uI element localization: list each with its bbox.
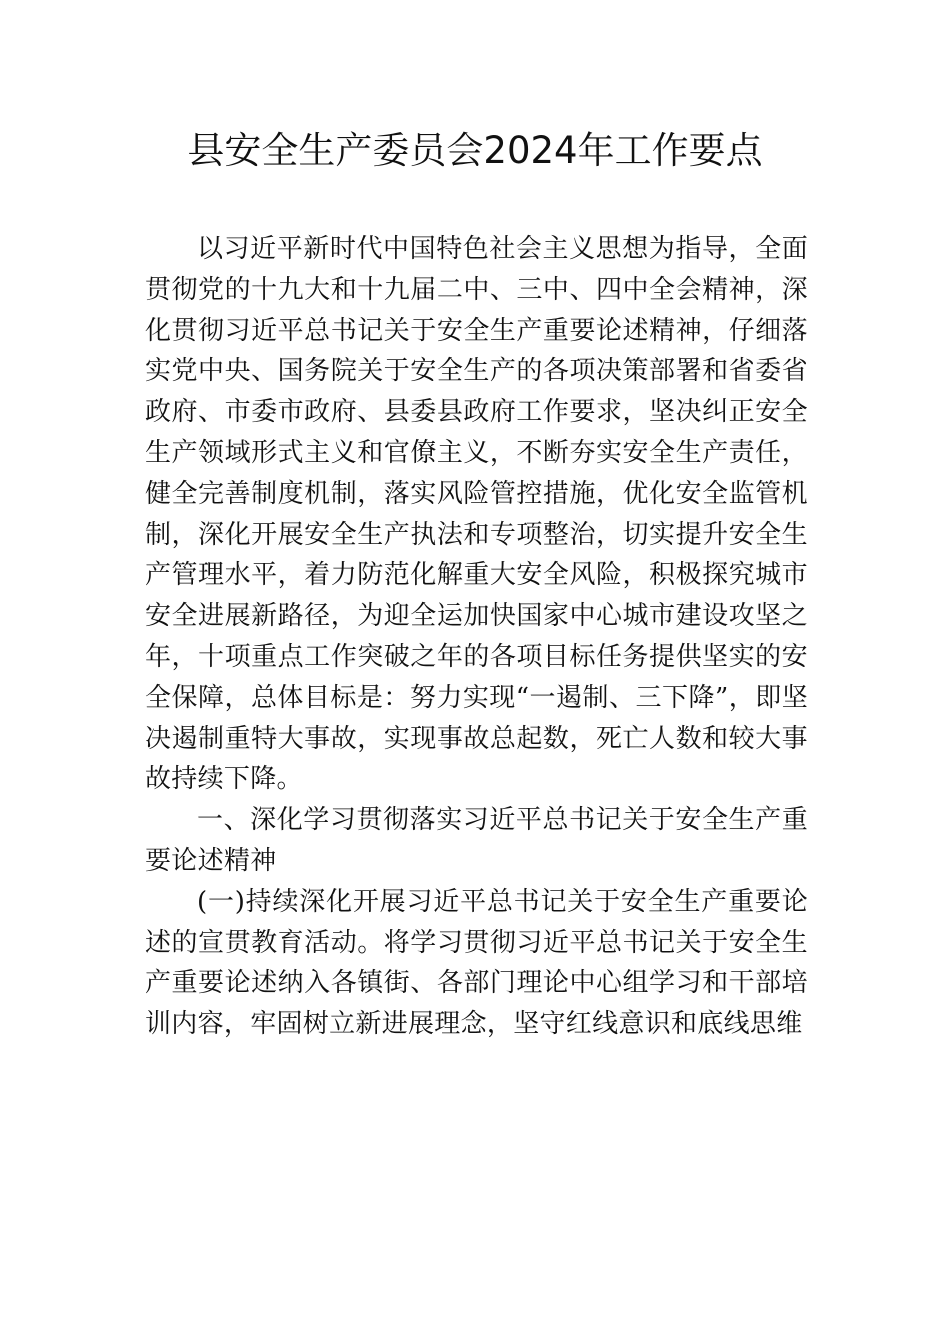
section-heading-1: 一、深化学习贯彻落实习近平总书记关于安全生产重要论述精神 bbox=[145, 805, 808, 876]
paragraph-item-1: (一)持续深化开展习近平总书记关于安全生产重要论述的宣贯教育活动。将学习贯彻习近平总书记关于安全生产重要论述纳入各镇街、各部门理论中心组学习和干部培训内容，牢固树立新进展理念，坚守红线意识和底线思维 bbox=[145, 886, 808, 1040]
paragraph-intro: 以习近平新时代中国特色社会主义思想为指导，全面贯彻党的十九大和十九届二中、三中、四中全会精神，深化贯彻习近平总书记关于安全生产重要论述精神，仔细落实党中央、国务院关于安全生产的各项决策部署和省委省政府、市委市政府、县委县政府工作要求，坚决纠正安全生产领域形式主义和官僚主义，不断夯实安全生产责任，健全完善制度机制，落实风险管控措施，优化安全监管机制，深化开展安全生产执法和专项整治，切实提升安全生产管理水平，着力防范化解重大安全风险，积极探究城市安全进展新路径，为迎全运加快国家中心城市建设攻坚之年，十项重点工作突破之年的各项目标任务提供坚实的安全保障，总体目标是：努力实现“一遏制、三下降”，即坚决遏制重特大事故，实现事故总起数，死亡人数和较大事故持续下降。 bbox=[145, 234, 808, 795]
document-title: 县安全生产委员会2024年工作要点 bbox=[187, 129, 763, 172]
document-body bbox=[145, 229, 808, 1045]
